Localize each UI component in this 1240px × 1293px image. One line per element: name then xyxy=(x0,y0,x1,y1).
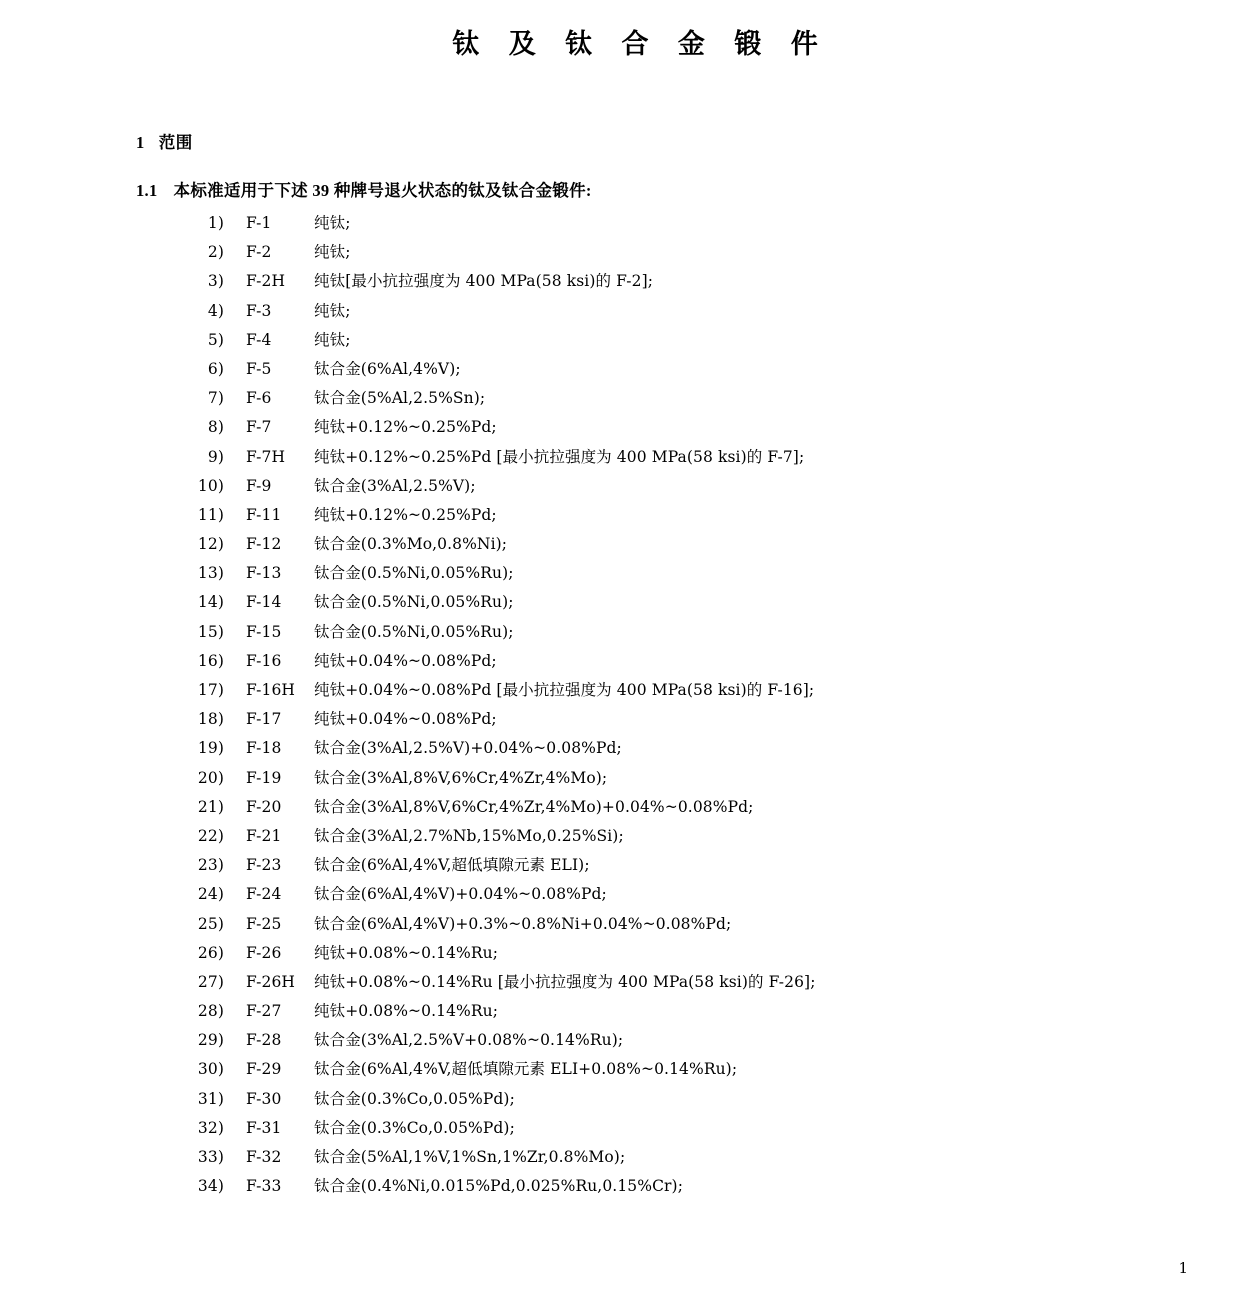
list-item xyxy=(0,795,1240,817)
list-item xyxy=(0,853,1240,875)
list-item xyxy=(0,561,1240,583)
item-description: 纯钛+0.08%~0.14%Ru; xyxy=(314,1002,499,1021)
item-description: 钛合金(6%Al,4%V)+0.04%~0.08%Pd; xyxy=(314,885,607,904)
item-index: 21) xyxy=(197,797,224,816)
item-grade: F-27 xyxy=(246,1002,282,1021)
list-item xyxy=(0,649,1240,671)
item-grade: F-17 xyxy=(246,710,282,729)
list-item xyxy=(0,357,1240,379)
item-index: 6) xyxy=(207,359,224,378)
item-grade: F-14 xyxy=(246,593,282,612)
item-grade: F-21 xyxy=(246,826,282,845)
item-index: 30) xyxy=(197,1060,224,1079)
item-index: 23) xyxy=(197,856,224,875)
item-description: 钛合金(0.5%Ni,0.05%Ru); xyxy=(314,564,514,583)
item-grade: F-16 xyxy=(246,651,282,670)
list-item xyxy=(0,1057,1240,1079)
item-grade: F-15 xyxy=(246,622,282,641)
item-description: 钛合金(3%Al,2.5%V)+0.04%~0.08%Pd; xyxy=(314,739,622,758)
item-description: 钛合金(6%Al,4%V,超低填隙元素 ELI); xyxy=(314,856,590,875)
list-item xyxy=(0,415,1240,437)
item-index: 12) xyxy=(197,535,224,554)
section-number: 1 xyxy=(136,133,145,152)
item-grade: F-12 xyxy=(246,535,282,554)
item-grade: F-11 xyxy=(246,505,282,524)
item-description: 纯钛; xyxy=(314,243,351,262)
item-index: 25) xyxy=(197,914,224,933)
item-index: 19) xyxy=(197,739,224,758)
item-index: 27) xyxy=(197,972,224,991)
page-title: 钛 及 钛 合 金 锻 件 xyxy=(452,29,828,60)
item-description: 钛合金(3%Al,2.5%V+0.08%~0.14%Ru); xyxy=(314,1031,624,1050)
item-grade: F-33 xyxy=(246,1177,282,1196)
item-index: 29) xyxy=(197,1031,224,1050)
list-item xyxy=(0,211,1240,233)
item-description: 钛合金(3%Al,8%V,6%Cr,4%Zr,4%Mo); xyxy=(314,768,608,787)
list-item xyxy=(0,328,1240,350)
list-item xyxy=(0,736,1240,758)
item-description: 纯钛; xyxy=(314,330,351,349)
item-grade: F-32 xyxy=(246,1148,282,1166)
item-index: 3) xyxy=(207,272,224,291)
list-item xyxy=(0,386,1240,408)
item-grade: F-26H xyxy=(246,972,296,991)
list-item xyxy=(0,1174,1240,1196)
grade-list xyxy=(0,211,1240,1196)
item-description: 纯钛+0.08%~0.14%Ru; xyxy=(314,943,499,962)
item-index: 15) xyxy=(197,622,224,641)
list-item xyxy=(0,1145,1240,1167)
item-index: 32) xyxy=(197,1118,224,1137)
item-description: 钛合金(5%Al,2.5%Sn); xyxy=(314,389,486,408)
list-item xyxy=(0,503,1240,525)
item-index: 7) xyxy=(207,389,224,408)
item-index: 22) xyxy=(197,826,224,845)
list-item xyxy=(0,824,1240,846)
item-grade: F-20 xyxy=(246,797,282,816)
item-description: 纯钛+0.04%~0.08%Pd [最小抗拉强度为 400 MPa(58 ksi)的 F-16]; xyxy=(314,681,815,699)
list-item xyxy=(0,678,1240,700)
list-item xyxy=(0,766,1240,788)
item-description: 纯钛[最小抗拉强度为 400 MPa(58 ksi)的 F-2]; xyxy=(314,272,654,291)
item-index: 33) xyxy=(197,1148,224,1166)
list-item xyxy=(0,445,1240,467)
item-grade: F-18 xyxy=(246,739,282,758)
item-description: 钛合金(0.3%Mo,0.8%Ni); xyxy=(314,535,508,554)
item-description: 钛合金(6%Al,4%V)+0.3%~0.8%Ni+0.04%~0.08%Pd; xyxy=(314,914,732,933)
list-item xyxy=(0,912,1240,934)
item-index: 1) xyxy=(207,214,224,232)
list-item xyxy=(0,299,1240,321)
paragraph-text: 本标准适用于下述 39 种牌号退火状态的钛及钛合金锻件: xyxy=(173,181,592,200)
item-grade: F-2H xyxy=(246,272,286,291)
item-index: 8) xyxy=(207,418,224,437)
item-description: 纯钛+0.08%~0.14%Ru [最小抗拉强度为 400 MPa(58 ksi)的 F-26]; xyxy=(314,972,816,991)
section-label: 范围 xyxy=(158,133,193,152)
item-grade: F-16H xyxy=(246,681,296,699)
item-description: 钛合金(0.5%Ni,0.05%Ru); xyxy=(314,622,514,641)
item-index: 4) xyxy=(207,301,224,320)
section-heading xyxy=(136,129,1240,153)
item-grade: F-30 xyxy=(246,1089,282,1108)
page-number: 1 xyxy=(1178,1259,1188,1277)
list-item xyxy=(0,999,1240,1021)
item-grade: F-4 xyxy=(246,330,272,349)
item-grade: F-5 xyxy=(246,359,272,378)
paragraph-number: 1.1 xyxy=(136,181,158,200)
list-item xyxy=(0,1116,1240,1138)
item-grade: F-25 xyxy=(246,914,282,933)
item-grade: F-26 xyxy=(246,943,282,962)
item-grade: F-1 xyxy=(246,214,272,232)
item-index: 9) xyxy=(207,447,224,466)
item-description: 纯钛+0.12%~0.25%Pd; xyxy=(314,418,497,437)
item-grade: F-19 xyxy=(246,768,282,787)
item-index: 17) xyxy=(197,681,224,699)
list-item xyxy=(0,620,1240,642)
item-grade: F-7 xyxy=(246,418,272,437)
item-index: 5) xyxy=(207,330,224,349)
item-description: 钛合金(3%Al,2.5%V); xyxy=(314,476,476,495)
item-index: 2) xyxy=(207,243,224,262)
item-index: 34) xyxy=(197,1177,224,1196)
item-description: 钛合金(0.3%Co,0.05%Pd); xyxy=(314,1118,515,1137)
list-item xyxy=(0,269,1240,291)
item-description: 钛合金(5%Al,1%V,1%Sn,1%Zr,0.8%Mo); xyxy=(314,1148,626,1166)
item-index: 16) xyxy=(197,651,224,670)
item-description: 钛合金(0.5%Ni,0.05%Ru); xyxy=(314,593,514,612)
item-grade: F-3 xyxy=(246,301,272,320)
item-index: 11) xyxy=(197,505,224,524)
list-item xyxy=(0,532,1240,554)
item-index: 24) xyxy=(197,885,224,904)
item-grade: F-31 xyxy=(246,1118,282,1137)
item-grade: F-24 xyxy=(246,885,282,904)
item-index: 14) xyxy=(197,593,224,612)
list-item xyxy=(0,590,1240,612)
item-description: 纯钛+0.12%~0.25%Pd [最小抗拉强度为 400 MPa(58 ksi)的 F-7]; xyxy=(314,447,805,466)
item-grade: F-9 xyxy=(246,476,272,495)
item-grade: F-2 xyxy=(246,243,272,262)
item-description: 钛合金(0.4%Ni,0.015%Pd,0.025%Ru,0.15%Cr); xyxy=(314,1177,684,1196)
list-item xyxy=(0,474,1240,496)
item-index: 18) xyxy=(197,710,224,729)
item-description: 钛合金(6%Al,4%V); xyxy=(314,359,461,378)
item-grade: F-6 xyxy=(246,389,272,408)
list-item xyxy=(0,240,1240,262)
item-description: 纯钛+0.12%~0.25%Pd; xyxy=(314,505,497,524)
item-index: 28) xyxy=(197,1002,224,1021)
list-item xyxy=(0,1028,1240,1050)
item-description: 纯钛; xyxy=(314,301,351,320)
paragraph-1-1 xyxy=(136,177,1240,201)
item-grade: F-7H xyxy=(246,447,286,466)
item-index: 13) xyxy=(197,564,224,583)
item-description: 钛合金(3%Al,2.7%Nb,15%Mo,0.25%Si); xyxy=(314,826,624,845)
item-index: 10) xyxy=(197,476,224,495)
item-grade: F-28 xyxy=(246,1031,282,1050)
item-index: 20) xyxy=(197,768,224,787)
list-item xyxy=(0,707,1240,729)
list-item xyxy=(0,882,1240,904)
item-index: 26) xyxy=(197,943,224,962)
list-item xyxy=(0,970,1240,992)
item-grade: F-23 xyxy=(246,856,282,875)
item-description: 钛合金(6%Al,4%V,超低填隙元素 ELI+0.08%~0.14%Ru); xyxy=(314,1060,738,1079)
item-description: 纯钛+0.04%~0.08%Pd; xyxy=(314,710,497,729)
list-item xyxy=(0,941,1240,963)
item-grade: F-29 xyxy=(246,1060,282,1079)
item-description: 钛合金(3%Al,8%V,6%Cr,4%Zr,4%Mo)+0.04%~0.08%Pd; xyxy=(314,797,754,816)
item-grade: F-13 xyxy=(246,564,282,583)
list-item xyxy=(0,1087,1240,1109)
item-description: 钛合金(0.3%Co,0.05%Pd); xyxy=(314,1089,515,1108)
document-page xyxy=(0,22,1240,1293)
item-description: 纯钛; xyxy=(314,214,351,232)
item-description: 纯钛+0.04%~0.08%Pd; xyxy=(314,651,497,670)
item-index: 31) xyxy=(197,1089,224,1108)
